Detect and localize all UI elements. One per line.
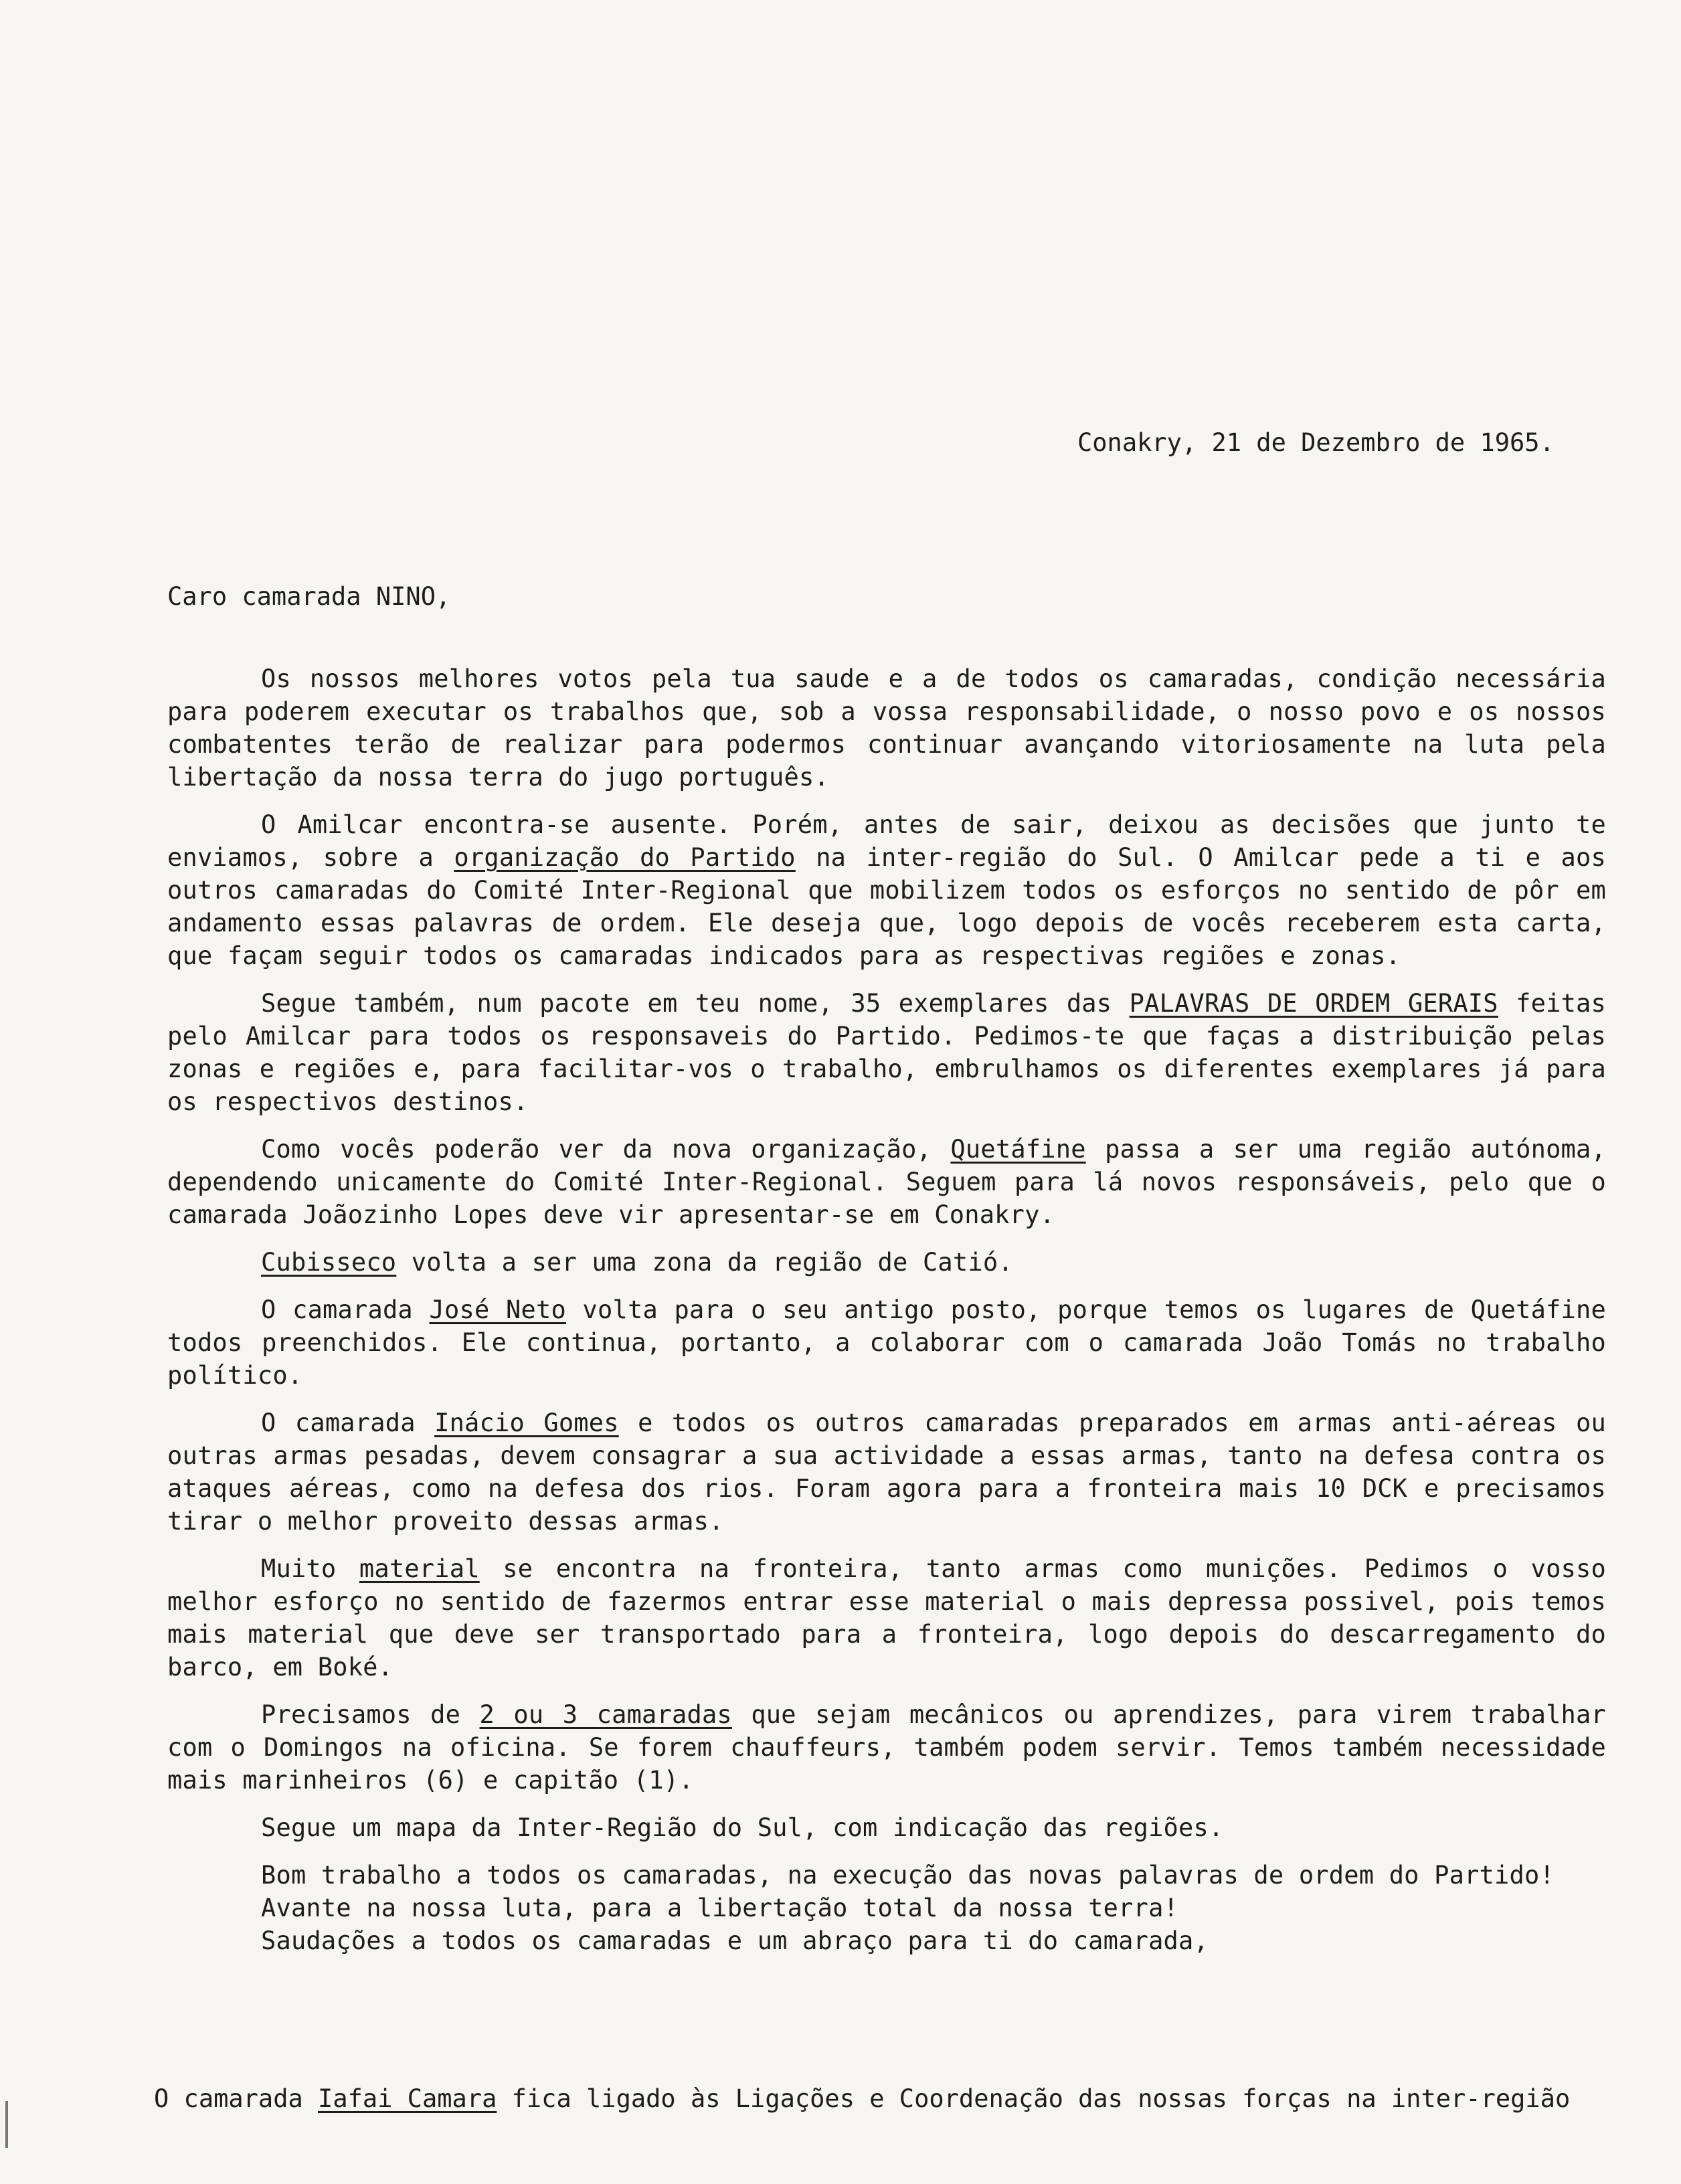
paragraph-p4 <box>167 1133 1606 1231</box>
underlined-text: Cubisseco <box>261 1248 397 1277</box>
paragraph-p1 <box>167 662 1606 794</box>
paragraph-text: O camarada <box>261 1295 430 1324</box>
dateline: Conakry, 21 de Dezembro de 1965. <box>1077 428 1555 457</box>
paragraph-p6 <box>167 1293 1606 1392</box>
paragraph-text: volta para o seu antigo posto, porque temos os lugares de Quetáfine todos preenchidos. Ele continua, portanto, a colaborar com o camarada João Tomás no trabalho político. <box>167 1295 1606 1390</box>
paragraph-text: O Amilcar encontra-se ausente. Porém, antes de sair, deixou as decisões que junto te enviamos, sobre a <box>167 810 1606 872</box>
paragraph-p8 <box>167 1552 1606 1683</box>
underlined-text: Quetáfine <box>950 1135 1086 1164</box>
underlined-text: organização do Partido <box>454 843 796 872</box>
paragraph-text: Segue também, num pacote em teu nome, 35 exemplares das <box>261 989 1130 1018</box>
paragraph-p10 <box>167 1811 1606 1844</box>
paragraph-text: feitas pelo Amilcar para todos os responsaveis do Partido. Pedimos-te que faças a distribuição pelas zonas e regiões e, para facilitar-vos o trabalho, embrulhamos os diferentes exemplares já para os respectivos destinos. <box>167 989 1606 1116</box>
postscript-after: fica ligado às Ligações e Coordenação das nossas forças na inter-região <box>497 2084 1571 2113</box>
paragraph-text: O camarada <box>261 1408 435 1437</box>
paragraph-p7 <box>167 1406 1606 1538</box>
page-edge-mark <box>5 2101 8 2148</box>
underlined-text: material <box>359 1554 480 1583</box>
underlined-text: 2 ou 3 camaradas <box>479 1700 732 1729</box>
paragraph-text: Como vocês poderão ver da nova organização, <box>261 1135 951 1164</box>
closing-line: Saudações a todos os camaradas e um abraço para ti do camarada, <box>261 1926 1209 1955</box>
closing-line: Bom trabalho a todos os camaradas, na execução das novas palavras de ordem do Partido! <box>261 1861 1555 1890</box>
paragraph-p3 <box>167 987 1606 1118</box>
paragraph-text: na inter-região do Sul. O Amilcar pede a ti e aos outros camaradas do Comité Inter-Regional que mobilizem todos os esforços no sentido de pôr em andamento essas palavras de ordem. Ele deseja que, logo depois de vocês receberem esta carta, que façam seguir todos os camaradas indicados para as respectivas regiões e zonas. <box>167 843 1606 970</box>
closing-line: Avante na nossa luta, para a libertação total da nossa terra! <box>261 1894 1179 1922</box>
paragraph-text: que sejam mecânicos ou aprendizes, para virem trabalhar com o Domingos na oficina. Se forem chauffeurs, também podem servir. Temos também necessidade mais marinheiros (6) e capitão (1). <box>167 1700 1606 1795</box>
postscript-name: Iafai Camara <box>318 2084 497 2113</box>
underlined-text: PALAVRAS DE ORDEM GERAIS <box>1129 989 1498 1018</box>
paragraph-text: Os nossos melhores votos pela tua saude e a de todos os camaradas, condição necessária para poderem executar os trabalhos que, sob a vossa responsabilidade, o nosso povo e os nossos combatentes terão de realizar para podermos continuar avançando vitoriosamente na luta pela libertação da nossa terra do jugo português. <box>167 664 1606 792</box>
paragraph-text: volta a ser uma zona da região de Catió. <box>396 1248 1013 1277</box>
paragraph-text: Precisamos de <box>261 1700 480 1729</box>
underlined-text: Inácio Gomes <box>434 1408 619 1437</box>
paragraph-text: Segue um mapa da Inter-Região do Sul, com indicação das regiões. <box>261 1813 1224 1842</box>
paragraph-text: e todos os outros camaradas preparados em armas anti-aéreas ou outras armas pesadas, devem consagrar a sua actividade a essas armas, tanto na defesa contra os ataques aéreas, como na defesa dos rios. Foram agora para a fronteira mais 10 DCK e precisamos tirar o melhor proveito dessas armas. <box>167 1408 1606 1536</box>
paragraph-p9 <box>167 1698 1606 1797</box>
underlined-text: José Neto <box>429 1295 566 1324</box>
postscript-before: O camarada <box>154 2084 319 2113</box>
postscript <box>154 2084 1626 2113</box>
paragraph-text: se encontra na fronteira, tanto armas como munições. Pedimos o vosso melhor esforço no sentido de fazermos entrar esse material o mais depressa possivel, pois temos mais material que deve ser transportado para a fronteira, logo depois do descarregamento do barco, em Boké. <box>167 1554 1606 1681</box>
salutation: Caro camarada NINO, <box>167 582 451 611</box>
paragraph-p2 <box>167 808 1606 972</box>
paragraph-text: passa a ser uma região autónoma, dependendo unicamente do Comité Inter-Regional. Seguem para lá novos responsáveis, pelo que o camarada Joãozinho Lopes deve vir apresentar-se em Conakry. <box>167 1135 1606 1229</box>
letter-body <box>167 662 1606 1957</box>
paragraph-text: Muito <box>261 1554 359 1583</box>
paragraph-p5 <box>167 1246 1606 1279</box>
